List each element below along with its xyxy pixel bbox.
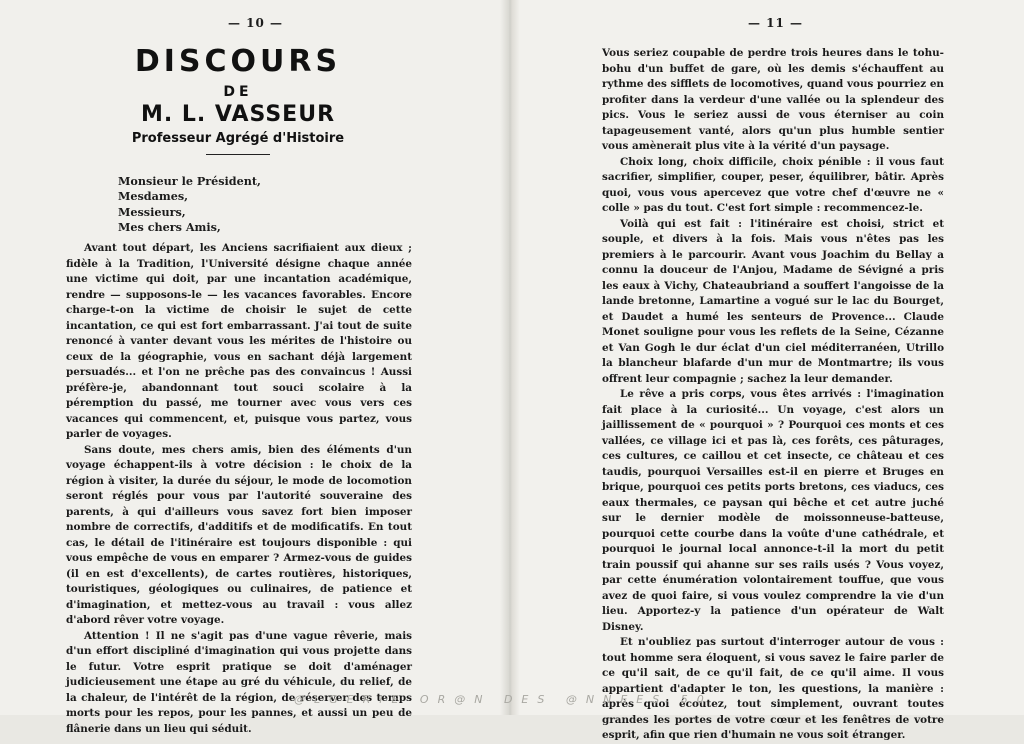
salutation-line: Mesdames, (118, 189, 189, 204)
watermark: @LGERIE OR@N DES @NNEES 50 (294, 693, 713, 706)
paragraph: Le rêve a pris corps, vous êtes arrivés : l'imagination fait place à la curiosité... Un voyage, c'est alors un jaillissement de « pourquoi » ? Pourquoi ces monts et ces vallées, ce village ici et pas là, ces forêts, ces pâturages, ces cultures, ce caillou et cet insecte, ce château et ces taudis, pourquoi Versailles est-il en pierre et Bruges en brique, pourquoi ces petits ports bretons, ces viaducs, ces eaux thermales, ce paysan qui bêche et cet autre juché sur le dernier modèle de moissonneuse-batteuse, pourquoi cette courbe dans la voûte d'une cathédrale, et pourquoi le journal local annonce-t-il la mort du petit train poussif qui ahanne sur ses rails usés ? Vous voyez, par cette énumération volontairement touffue, que vous avez de quoi faire, si vous voulez comprendre la vie d'un lieu. Apportez-y la patience d'un opérateur de Walt Disney. (602, 388, 944, 633)
salutation-line: Mes chers Amis, (118, 219, 221, 234)
left-body-text (66, 241, 412, 737)
book-gutter (500, 0, 520, 715)
speech-title: DISCOURS (134, 44, 342, 79)
page-number: — 11 — (748, 16, 804, 30)
title-preposition: DE (223, 84, 253, 100)
paragraph: Voilà qui est fait : l'itinéraire est choisi, strict et souple, et divers à la fois. Mais vous n'êtes pas les premiers à le parcourir. Avant vous Joachim du Bellay a connu la douceur de l'Anjou, Madame de Sévigné a pris les eaux à Vichy, Chateaubriand a souffert l'angoisse de la lande bretonne, Lamartine a vogué sur le lac du Bourget, et Daudet a humé les senteurs de Provence... Claude Monet souligne pour vous les reflets de la Seine, Cézanne et Van Gogh le dur éclat d'un ciel méditerranéen, Utrillo la blancheur blafarde d'un mur de Montmartre; ils vous offrent leur compagnie ; sachez la leur demander. (602, 217, 944, 385)
salutation-line: Messieurs, (118, 204, 186, 219)
author-role: Professeur Agrégé d'Histoire (131, 131, 345, 146)
paragraph: Vous seriez coupable de perdre trois heures dans le tohu-bohu d'un buffet de gare, où les demis s'échauffent au rythme des sifflets de locomotives, quand vous pourriez en profiter dans la verdeur d'une vallée ou la splendeur des pics. Vous le seriez aussi de vous éterniser au coin tapageusement vanté, alors qu'un plus humble sentier vous amènerait plus vite à la vérité d'un paysage. (602, 47, 944, 152)
right-page (510, 0, 1024, 741)
paragraph: Sans doute, mes chers amis, bien des éléments d'un voyage échappent-ils à votre décision : le choix de la région à visiter, la durée du séjour, le mode de locomotion seront réglés pour vous par l'autorité souveraine des parents, à qui d'ailleurs vous savez fort bien imposer nombre de correctifs, d'additifs et de modificatifs. En tout cas, le détail de l'itinéraire est toujours disponible : qui vous empêche de vous en emparer ? Armez-vous de guides (il en est d'excellents), de cartes routières, historiques, touristiques, géologiques ou culinaires, de patience et d'imagination, et mettez-vous au travail : vous allez d'abord rêver votre voyage. (66, 443, 412, 626)
author-name: M. L. VASSEUR (140, 102, 336, 127)
paragraph: Attention ! Il ne s'agit pas d'une vague rêverie, mais d'un effort discipliné d'imagination qui vous projette dans le futur. Votre esprit pratique se doit d'aménager judicieusement une étape au gré du véhicule, du relief, de la chaleur, de l'intérêt de la région, de réserver des temps morts pour les repos, pour les pannes, et aussi un peu de flânerie dans un lieu qui séduit. (66, 629, 412, 735)
page-number: — 10 — (228, 16, 284, 30)
title-divider (206, 154, 270, 155)
salutation (118, 174, 261, 235)
left-page (0, 0, 508, 735)
paragraph: Et n'oubliez pas surtout d'interroger autour de vous : tout homme sera éloquent, si vous savez le faire parler de ce qu'il sait, de ce qu'il fait, de ce qu'il aime. Il vous appartient d'adapter le ton, les questions, la manière : après quoi écoutez, tout simplement, ouvrant toutes grandes les portes de votre cœur et les fenêtres de votre esprit, afin que rien d'humain ne vous soit étranger. (602, 636, 944, 741)
paragraph: Choix long, choix difficile, choix pénible : il vous faut sacrifier, simplifier, couper, peser, équilibrer, bâtir. Après quoi, vous vous apercevez que votre chef d'œuvre ne « colle » pas du tout. C'est fort simple : recommencez-le. (602, 155, 944, 214)
right-body-text (602, 46, 944, 744)
salutation-line: Monsieur le Président, (118, 174, 261, 188)
paragraph: Avant tout départ, les Anciens sacrifiaient aux dieux ; fidèle à la Tradition, l'Université désigne chaque année une victime qui doit, par une incantation académique, rendre — supposons-le — les vacances favorables. Encore charge-t-on la victime de choisir le sujet de cette incantation, ce qui est fort embarrassant. J'ai tout de suite renoncé à vanter devant vous les mérites de l'histoire ou ceux de la géographie, vous en sachant déjà largement persuadés... et l'on ne prêche pas des convaincus ! Aussi préfère-je, abandonnant tout souci scolaire à la péremption du passé, me tourner avec vous vers ces vacances qui commencent, et, puisque vous partez, vous parler de voyages. (66, 242, 412, 440)
